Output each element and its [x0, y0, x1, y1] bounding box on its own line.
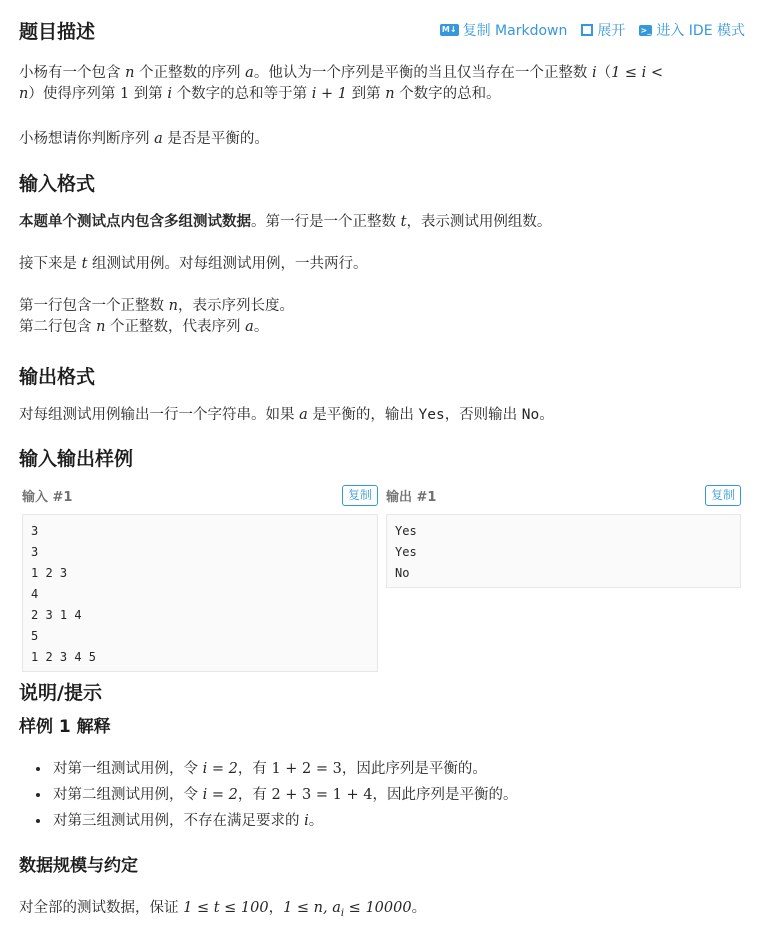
sample-line: No	[395, 566, 410, 580]
section-title-input-format: 输入格式	[19, 173, 96, 195]
section-title-sample1-explain: 样例 1 解释	[19, 717, 111, 737]
list-item: • 对第一组测试用例，令 i = 2，有 1 + 2 = 3，因此序列是平衡的。	[51, 756, 517, 782]
sample-output-1	[386, 484, 741, 588]
ide-mode-label: 进入 IDE 模式	[656, 23, 745, 39]
expand-button[interactable]	[581, 20, 625, 40]
section-title-samples: 输入输出样例	[19, 448, 134, 470]
sample-line: Yes	[395, 524, 417, 538]
section-title-description: 题目描述	[19, 21, 96, 43]
description-paragraph-2: 小杨想请你判断序列 a 是否是平衡的。	[19, 131, 269, 147]
sample-line: 1 2 3 4 5	[31, 650, 97, 664]
input-format-paragraph-3: 第一行包含一个正整数 n，表示序列长度。 第二行包含 n 个正整数，代表序列 a。	[19, 298, 294, 335]
sample-line: 4	[31, 587, 39, 601]
sample-line: 1 2 3	[31, 566, 68, 580]
sample-input-title: 输入 #1	[22, 489, 73, 505]
sample-line: 5	[31, 629, 39, 643]
input-format-paragraph-1: 本题单个测试点内包含多组测试数据。第一行是一个正整数 t，表示测试用例组数。	[19, 214, 552, 230]
problem-toolbar	[440, 20, 745, 40]
sample-input-box[interactable]	[22, 514, 378, 672]
copy-output-button[interactable]: 复制	[705, 485, 741, 506]
sample-output-title: 输出 #1	[386, 489, 437, 505]
input-format-paragraph-2: 接下来是 t 组测试用例。对每组测试用例，一共两行。	[19, 256, 368, 272]
sample-line: 3	[31, 524, 39, 538]
constraints-paragraph: 对全部的测试数据，保证 1 ≤ t ≤ 100，1 ≤ n, $a_i \le 10000$。	[19, 900, 427, 919]
copy-markdown-label: 复制 Markdown	[462, 23, 568, 39]
copy-markdown-button[interactable]	[440, 20, 567, 40]
description-paragraph-1: 小杨有一个包含 n 个正整数的序列 a。他认为一个序列是平衡的当且仅当存在一个正整数 i（1 ≤ i < n）使得序列第 1 到第 i 个数字的总和等于第 i + 1 到第 n 个数字的总和。	[19, 65, 664, 102]
list-item: • 对第二组测试用例，令 i = 2，有 2 + 3 = 1 + 4，因此序列是平衡的。	[51, 782, 517, 808]
output-format-paragraph: 对每组测试用例输出一行一个字符串。如果 a 是平衡的，输出 Yes，否则输出 No。	[19, 407, 554, 423]
sample-line: 2 3 1 4	[31, 608, 82, 622]
sample-line: 3	[31, 545, 39, 559]
expand-label: 展开	[597, 23, 626, 39]
expand-icon	[581, 24, 593, 36]
terminal-icon: >_	[640, 25, 652, 35]
sample-output-box[interactable]	[386, 514, 741, 588]
copy-input-button[interactable]: 复制	[342, 485, 378, 506]
section-title-constraints: 数据规模与约定	[19, 856, 138, 876]
section-title-output-format: 输出格式	[19, 366, 96, 388]
hint-list	[33, 756, 517, 834]
ide-mode-button[interactable]	[639, 20, 745, 40]
section-title-hint: 说明/提示	[19, 682, 102, 704]
list-item: • 对第三组测试用例，不存在满足要求的 i。	[51, 808, 517, 834]
sample-input-1	[22, 484, 378, 672]
markdown-icon: M↓	[441, 25, 457, 34]
sample-line: Yes	[395, 545, 417, 559]
